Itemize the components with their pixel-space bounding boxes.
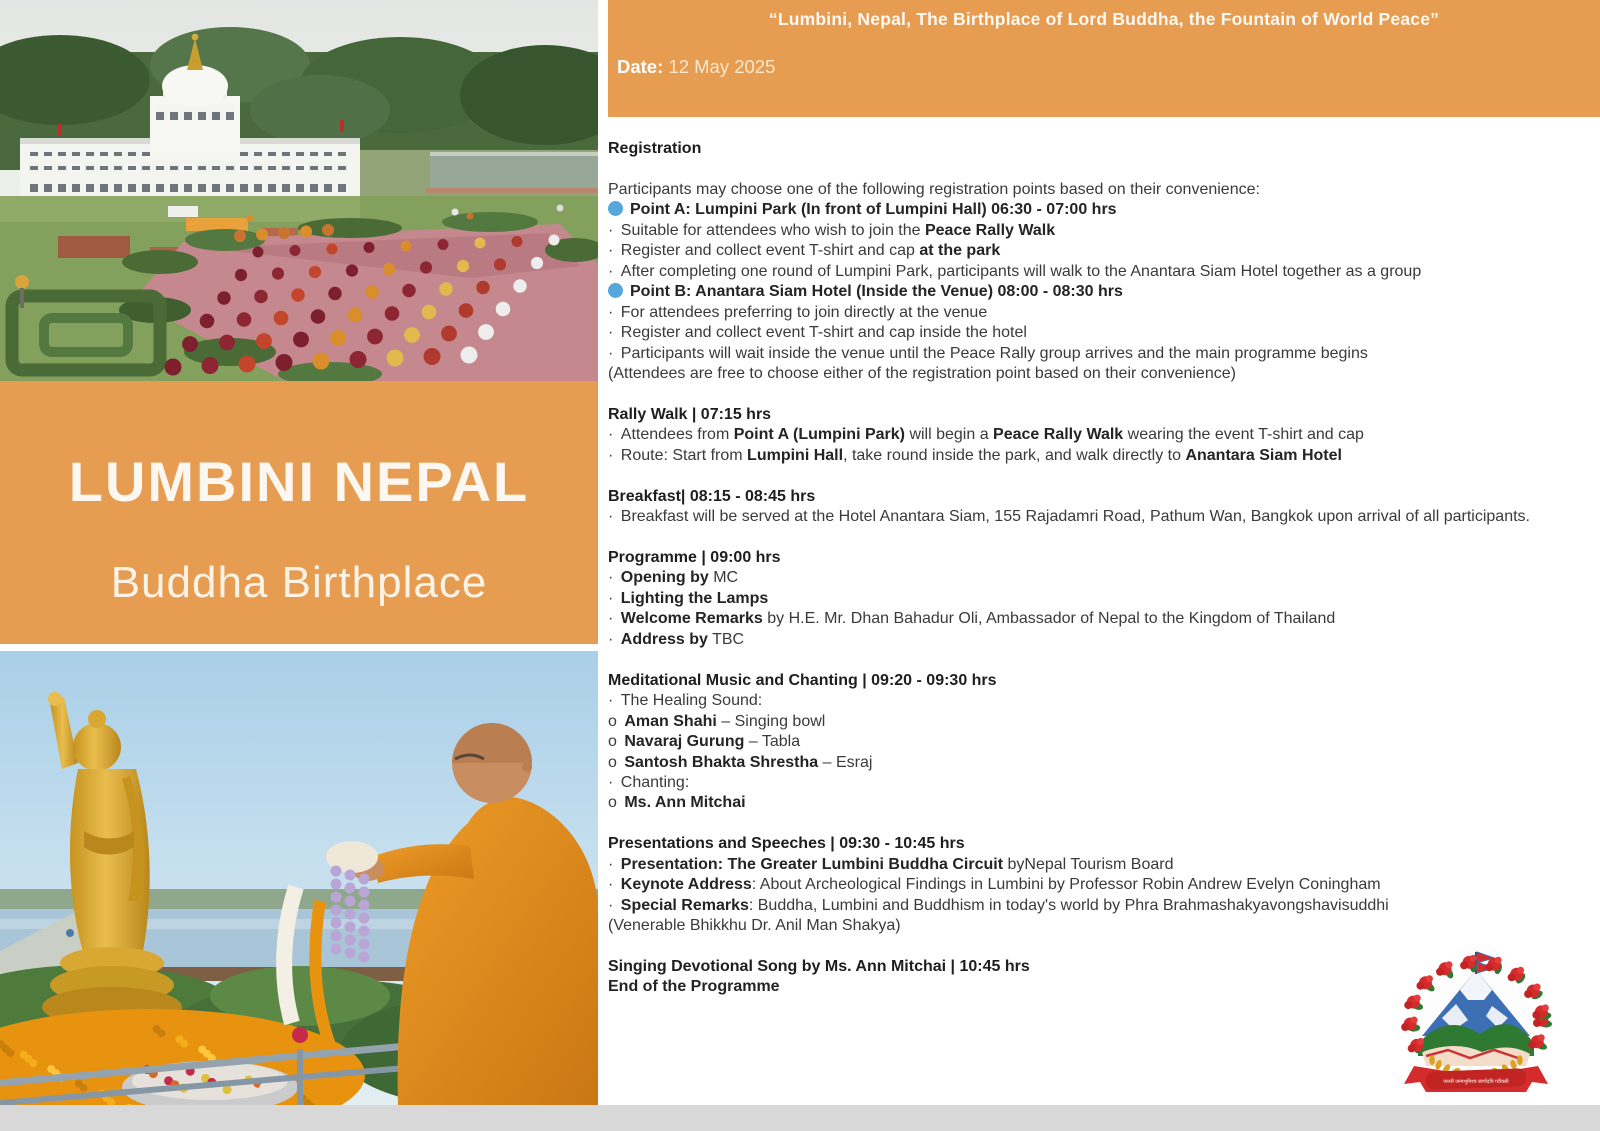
dot-bullet: · (608, 221, 618, 239)
photo-monk-golden-buddha (0, 651, 598, 1105)
date-label: Date: (617, 56, 664, 77)
dot-bullet: · (608, 446, 618, 464)
programme-line: · Suitable for attendees who wish to join the Peace Rally Walk (608, 221, 1056, 239)
left-title-block (0, 381, 598, 644)
programme-line: · Opening by MC (608, 569, 739, 587)
dot-bullet: · (608, 426, 618, 444)
programme-line: Point B: Anantara Siam Hotel (Inside the Venue) 08:00 - 08:30 hrs (608, 282, 1560, 302)
programme-line: · Attendees from Point A (Lumpini Park) will begin a Peace Rally Walk wearing the event T-shirt and cap (608, 426, 1364, 444)
programme-line: · Special Remarks: Buddha, Lumbini and Buddhism in today's world by Phra Brahmashakyavongshavisuddhi (608, 896, 1389, 914)
dot-bullet: · (608, 773, 618, 791)
programme-line: o Aman Shahi – Singing bowl (608, 712, 826, 730)
programme-line: · Breakfast will be served at the Hotel Anantara Siam, 155 Rajadamri Road, Pathum Wan, Bangkok upon arrival of all participants. (608, 508, 1530, 526)
dot-bullet: · (608, 876, 618, 894)
programme-line: o Santosh Bhakta Shrestha – Esraj (608, 753, 873, 771)
o-bullet: o (608, 733, 622, 751)
programme-content (608, 139, 1560, 998)
dot-bullet: · (608, 508, 618, 526)
section-heading: Presentations and Speeches | 09:30 - 10:45 hrs (608, 835, 965, 853)
dot-bullet: · (608, 692, 618, 710)
programme-line: · Register and collect event T-shirt and cap inside the hotel (608, 324, 1027, 342)
programme-section (608, 834, 1560, 936)
programme-line: · Participants will wait inside the venue until the Peace Rally group arrives and the main programme begins (608, 344, 1368, 362)
programme-line: Point A: Lumpini Park (In front of Lumpini Hall) 06:30 - 07:00 hrs (608, 200, 1560, 220)
monk-statue-illustration (0, 651, 598, 1105)
programme-line: (Venerable Bhikkhu Dr. Anil Man Shakya) (608, 917, 901, 935)
programme-line: Participants may choose one of the following registration points based on their convenience: (608, 180, 1260, 198)
nepal-government-emblem (1396, 948, 1556, 1098)
nepal-emblem-graphic (1396, 948, 1556, 1098)
dot-bullet: · (608, 569, 618, 587)
dot-bullet: · (608, 896, 618, 914)
dot-bullet: · (608, 344, 618, 362)
section-heading: Meditational Music and Chanting | 09:20 - 09:30 hrs (608, 671, 997, 689)
programme-line: · Register and collect event T-shirt and cap at the park (608, 242, 1001, 260)
blue-circle-bullet (608, 201, 623, 216)
bottom-gray-strip (0, 1105, 1600, 1131)
page-title: “Lumbini, Nepal, The Birthplace of Lord Buddha, the Fountain of World Peace” (768, 9, 1440, 29)
programme-line: · The Healing Sound: (608, 692, 763, 710)
dot-bullet: · (608, 324, 618, 342)
date-value: 12 May 2025 (668, 56, 776, 77)
programme-line: (Attendees are free to choose either of the registration point based on their convenience) (608, 364, 1236, 382)
programme-section (608, 405, 1560, 466)
dot-bullet: · (608, 610, 618, 628)
programme-line: · Address by TBC (608, 630, 745, 648)
dot-bullet: · (608, 589, 618, 607)
programme-line: · Presentation: The Greater Lumbini Buddha Circuit byNepal Tourism Board (608, 855, 1174, 873)
programme-section (608, 139, 1560, 384)
dot-bullet: · (608, 262, 618, 280)
emblem-motto: जननी जन्मभूमिश्च स्वर्गादपि गरीयसी (1443, 1079, 1509, 1085)
o-bullet: o (608, 794, 622, 812)
programme-line: End of the Programme (608, 978, 780, 996)
left-panel (0, 0, 598, 1105)
programme-line: o Ms. Ann Mitchai (608, 794, 746, 812)
section-heading: Registration (608, 140, 702, 157)
date-row (608, 56, 1600, 78)
page-header (608, 0, 1600, 117)
o-bullet: o (608, 712, 622, 730)
photo-lumbini-temple-aerial (0, 0, 598, 381)
section-heading: Singing Devotional Song by Ms. Ann Mitchai | 10:45 hrs (608, 958, 1030, 976)
programme-line: · Route: Start from Lumpini Hall, take round inside the park, and walk directly to Anantara Siam Hotel (608, 446, 1342, 464)
left-panel-subtitle: Buddha Birthplace (110, 558, 488, 607)
programme-line: · Chanting: (608, 773, 690, 791)
programme-line (608, 159, 1560, 179)
section-heading: Rally Walk | 07:15 hrs (608, 405, 772, 423)
programme-line: · For attendees preferring to join directly at the venue (608, 303, 988, 321)
programme-line: · After completing one round of Lumpini Park, participants will walk to the Anantara Siam Hotel together as a group (608, 262, 1422, 280)
blue-circle-bullet (608, 283, 623, 298)
dot-bullet: · (608, 855, 618, 873)
dot-bullet: · (608, 242, 618, 260)
programme-line: · Welcome Remarks by H.E. Mr. Dhan Bahadur Oli, Ambassador of Nepal to the Kingdom of Thailand (608, 610, 1336, 628)
programme-line: o Navaraj Gurung – Tabla (608, 733, 801, 751)
lumbini-temple-illustration (0, 0, 598, 381)
o-bullet: o (608, 753, 622, 771)
programme-line: · Keynote Address: About Archeological Findings in Lumbini by Professor Robin Andrew Evelyn Coningham (608, 876, 1381, 894)
programme-section (608, 671, 1560, 814)
programme-section (608, 548, 1560, 650)
programme-line: · Lighting the Lamps (608, 589, 769, 607)
dot-bullet: · (608, 303, 618, 321)
programme-section (608, 487, 1560, 528)
section-heading: Breakfast| 08:15 - 08:45 hrs (608, 487, 816, 505)
left-panel-title: LUMBINI NEPAL (68, 450, 530, 513)
dot-bullet: · (608, 630, 618, 648)
section-heading: Programme | 09:00 hrs (608, 549, 781, 567)
